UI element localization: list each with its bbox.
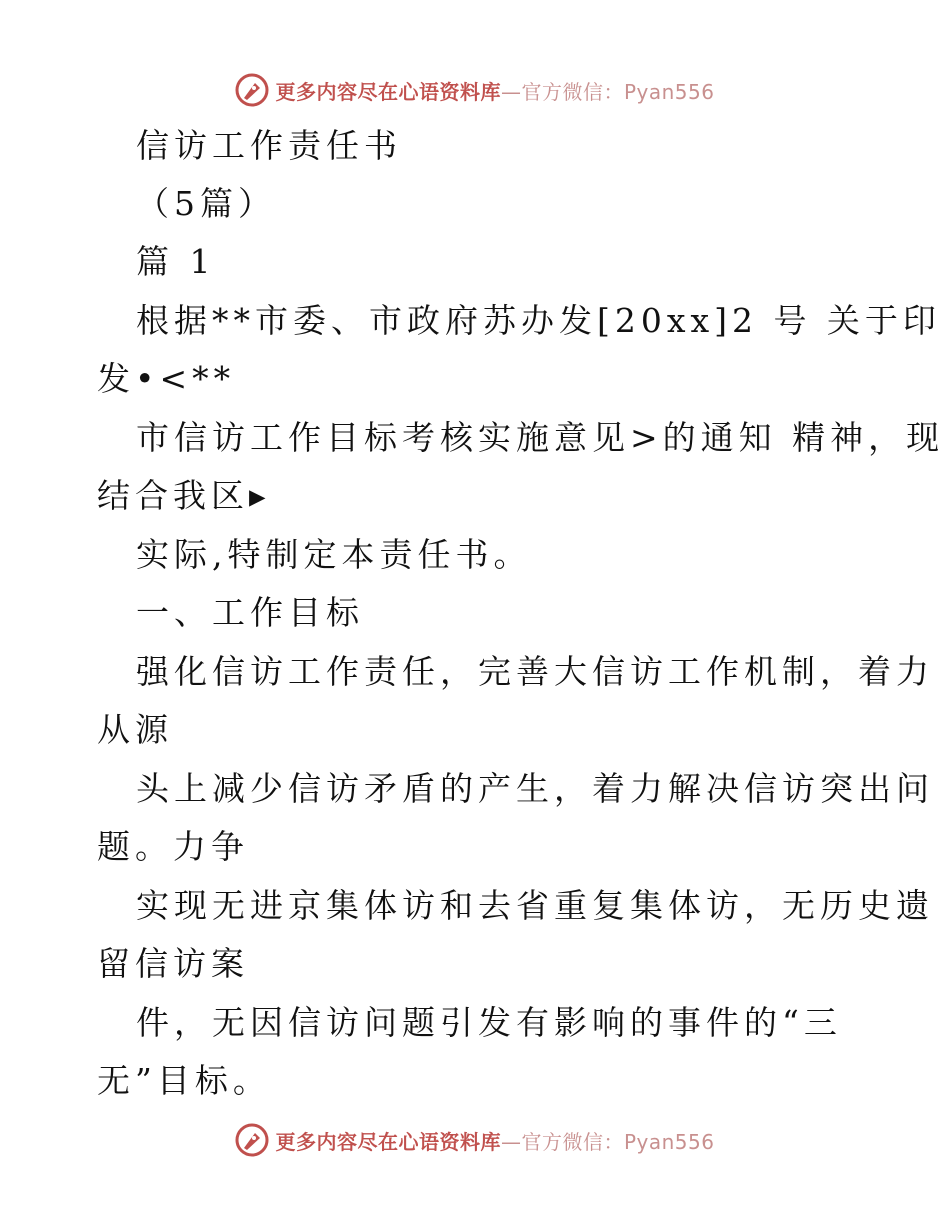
paragraph-line: 无”目标。 (97, 1061, 271, 1100)
paragraph-line: 根据**市委、市政府苏办发[20xx]2 号 关于印 (136, 301, 941, 340)
paragraph-line: 强化信访工作责任，完善大信访工作机制，着力 (136, 652, 934, 691)
footer-watermark (0, 1120, 950, 1160)
section-heading: 一、工作目标 (136, 593, 364, 632)
watermark-text: 更多内容尽在心语资料库—官方微信：Pyan556 (275, 1129, 715, 1154)
paragraph-line: 头上减少信访矛盾的产生，着力解决信访突出问 (136, 769, 934, 808)
pen-nib-logo-icon (235, 1123, 269, 1157)
header-watermark (0, 70, 950, 110)
paragraph-line: 从源 (97, 710, 173, 749)
paragraph-line: 题。力争 (97, 827, 249, 866)
watermark-text: 更多内容尽在心语资料库—官方微信：Pyan556 (275, 79, 715, 104)
pen-nib-logo-icon (235, 73, 269, 107)
doc-subtitle: （5篇） (136, 184, 276, 223)
doc-title: 信访工作责任书 (136, 126, 402, 165)
paragraph-line: 实际,特制定本责任书。 (136, 535, 532, 574)
paragraph-line: 市信访工作目标考核实施意见>的通知 精神，现 (136, 418, 945, 457)
section-heading: 篇 1 (136, 242, 216, 281)
paragraph-line: 件，无因信访问题引发有影响的事件的“三 (136, 1003, 842, 1042)
paragraph-line: 留信访案 (97, 944, 249, 983)
paragraph-line: 结合我区▸ (97, 476, 271, 515)
paragraph-line: 实现无进京集体访和去省重复集体访，无历史遗 (136, 886, 934, 925)
paragraph-line: 发•<** (97, 359, 236, 398)
